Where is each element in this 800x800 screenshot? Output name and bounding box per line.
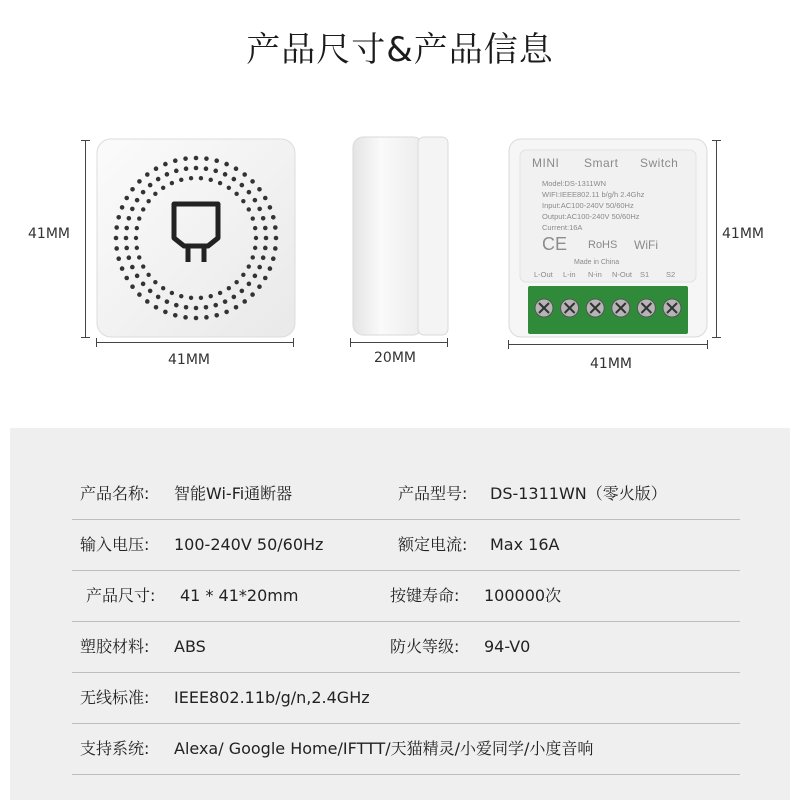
spec-value-model: DS-1311WN（零火版） xyxy=(490,484,667,503)
terminal-s2: S2 xyxy=(666,270,676,279)
front-view-device xyxy=(96,138,296,338)
terminal-l-in: L-in xyxy=(563,270,576,279)
side-view-device xyxy=(352,136,450,338)
spec-row-material-fire xyxy=(72,621,740,673)
back-view-device xyxy=(508,138,708,338)
spec-key-fire-rating: 防火等级: xyxy=(390,637,460,656)
spec-row-voltage-current xyxy=(72,519,740,571)
label-smart: Smart xyxy=(584,156,619,170)
spec-value-voltage: 100-240V 50/60Hz xyxy=(174,535,324,554)
front-width-line xyxy=(96,342,294,343)
label-mini: MINI xyxy=(532,156,560,170)
back-width-label: 41MM xyxy=(590,356,632,372)
terminal-s1: S1 xyxy=(640,270,650,279)
spec-value-wireless: IEEE802.11b/g/n,2.4GHz xyxy=(174,688,370,707)
spec-value-size: 41 * 41*20mm xyxy=(180,586,299,605)
label-current: Current:16A xyxy=(542,223,583,232)
spec-row-name-model xyxy=(72,468,740,520)
spec-key-material: 塑胶材料: xyxy=(80,637,150,656)
spec-key-current: 额定电流: xyxy=(398,535,468,554)
spec-row-wireless xyxy=(72,672,740,724)
spec-key-wireless: 无线标准: xyxy=(80,688,150,707)
label-model: Model:DS-1311WN xyxy=(542,179,607,188)
front-height-label: 41MM xyxy=(28,226,70,242)
spec-value-fire-rating: 94-V0 xyxy=(484,637,531,656)
label-output: Output:AC100-240V 50/60Hz xyxy=(542,212,640,221)
label-input: Input:AC100-240V 50/60Hz xyxy=(542,201,634,210)
terminal-n-out: N-Out xyxy=(612,270,633,279)
front-height-line xyxy=(85,140,86,338)
ce-mark: CE xyxy=(542,234,568,254)
terminal-n-in: N-in xyxy=(588,270,602,279)
label-switch: Switch xyxy=(640,156,679,170)
spec-key-systems: 支持系统: xyxy=(80,739,150,758)
spec-key-name: 产品名称: xyxy=(80,484,150,503)
side-width-line xyxy=(350,342,448,343)
wifi-logo: WiFi xyxy=(634,238,658,252)
spec-value-material: ABS xyxy=(174,637,206,656)
spec-key-button-life: 按键寿命: xyxy=(390,586,460,605)
spec-value-systems: Alexa/ Google Home/IFTTT/天猫精灵/小爱同学/小度音响 xyxy=(174,739,594,758)
spec-key-voltage: 输入电压: xyxy=(80,535,150,554)
back-height-line xyxy=(716,140,717,338)
back-height-label: 41MM xyxy=(722,226,764,242)
spec-row-size-life xyxy=(72,570,740,622)
rohs-mark: RoHS xyxy=(588,239,618,251)
label-wifi-spec: WIFI:IEEE802.11 b/g/h 2.4Ghz xyxy=(542,190,645,199)
side-depth-label: 20MM xyxy=(374,350,416,366)
front-width-label: 41MM xyxy=(168,352,210,368)
made-in-label: Made in China xyxy=(574,259,620,266)
page-title: 产品尺寸&产品信息 xyxy=(246,30,554,70)
spec-key-size: 产品尺寸: xyxy=(86,586,156,605)
terminal-l-out: L-Out xyxy=(534,270,553,279)
back-width-line xyxy=(508,344,708,345)
spec-row-systems xyxy=(72,723,740,775)
spec-value-current: Max 16A xyxy=(490,535,560,554)
spec-value-name: 智能Wi-Fi通断器 xyxy=(174,484,293,503)
spec-value-button-life: 100000次 xyxy=(484,586,562,605)
spec-key-model: 产品型号: xyxy=(398,484,468,503)
